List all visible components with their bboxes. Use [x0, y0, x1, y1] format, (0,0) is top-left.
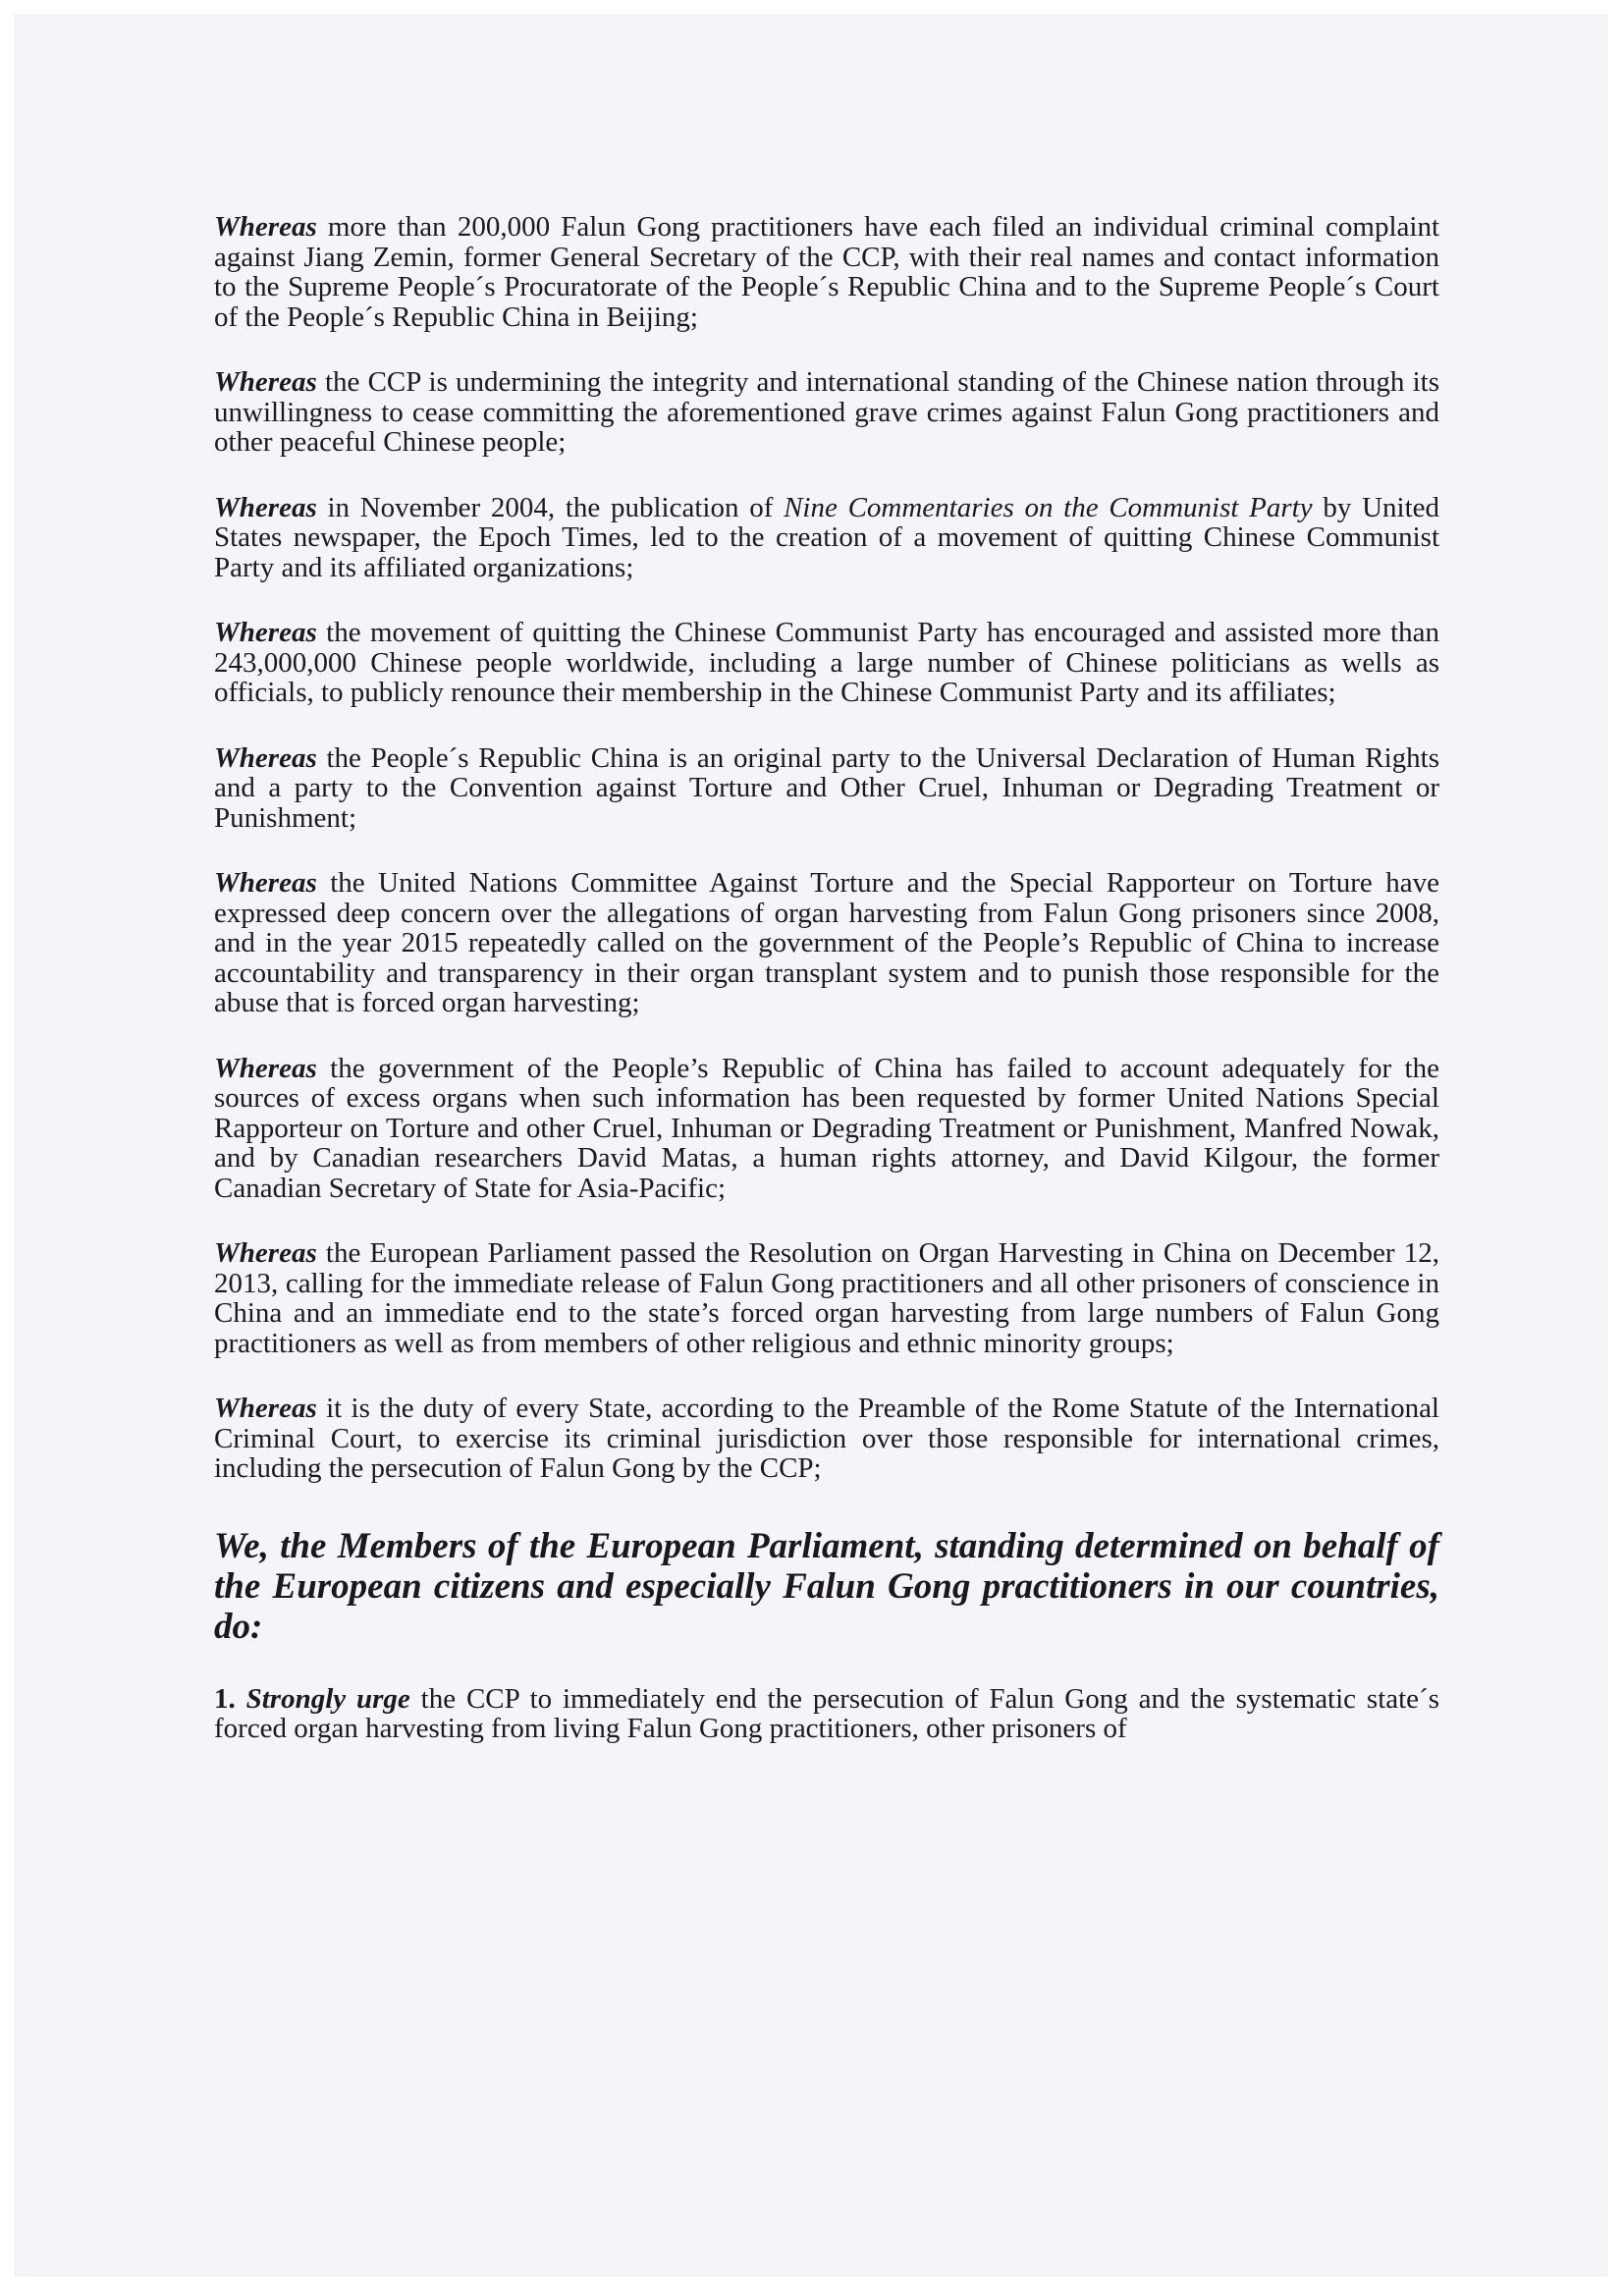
- whereas-clause-3: [214, 493, 1439, 583]
- book-title: Nine Commentaries on the Communist Party: [784, 491, 1313, 523]
- item-lead: Strongly urge: [245, 1682, 410, 1715]
- document-body: [214, 212, 1439, 1779]
- clause-lead: Whereas: [214, 211, 317, 243]
- clause-lead: Whereas: [214, 1237, 317, 1269]
- whereas-clause-5: [214, 743, 1439, 834]
- clause-text: the People´s Republic China is an original party to the Universal Declaration of Human Rights and a party to the Convention against Torture and Other Cruel, Inhuman or Degrading Treatment or Punishment;: [214, 741, 1439, 834]
- clause-text: the CCP is undermining the integrity and international standing of the Chinese nation through its unwillingness to cease committing the aforementioned grave crimes against Falun Gong practitioners and other peaceful Chinese people;: [214, 366, 1439, 458]
- clause-lead: Whereas: [214, 741, 317, 774]
- clause-text: by United States newspaper, the Epoch Times, led to the creation of a movement of quitting Chinese Communist Party and its affiliated organizations;: [214, 491, 1440, 583]
- clause-lead: Whereas: [214, 491, 317, 523]
- clause-text: the movement of quitting the Chinese Communist Party has encouraged and assisted more than 243,000,000 Chinese people worldwide, including a large number of Chinese politicians as wells as officials, to publicly renounce their membership in the Chinese Communist Party and its affiliates;: [214, 617, 1439, 708]
- clause-text: more than 200,000 Falun Gong practitioners have each filed an individual criminal complaint against Jiang Zemin, former General Secretary of the CCP, with their real names and contact information to the Supreme People´s Procuratorate of the People´s Republic China and to the Supreme People´s Court of the People´s Republic China in Beijing;: [214, 211, 1439, 333]
- clause-lead: Whereas: [214, 366, 317, 398]
- whereas-clause-1: [214, 212, 1439, 332]
- clause-text: it is the duty of every State, according to the Preamble of the Rome Statute of the International Criminal Court, to exercise its criminal jurisdiction over those responsible for international crimes, including the persecution of Falun Gong by the CCP;: [214, 1393, 1439, 1484]
- whereas-clause-6: [214, 868, 1439, 1018]
- clause-text: in November 2004, the publication of: [316, 491, 785, 523]
- clause-text: the United Nations Committee Against Torture and the Special Rapporteur on Torture have expressed deep concern over the allegations of organ harvesting from Falun Gong prisoners since 2008, and in the year 2015 repeatedly called on the government of the People’s Republic of China to increase accountability and transparency in their organ transplant system and to punish those responsible for the abuse that is forced organ harvesting;: [214, 867, 1439, 1018]
- whereas-clause-9: [214, 1394, 1439, 1484]
- clause-text: the European Parliament passed the Resolution on Organ Harvesting in China on December 12, 2013, calling for the immediate release of Falun Gong practitioners and all other prisoners of conscience in China and an immediate end to the state’s forced organ harvesting from large numbers of Falun Gong practitioners as well as from members of other religious and ethnic minority groups;: [214, 1237, 1439, 1359]
- item-text: the CCP to immediately end the persecution of Falun Gong and the systematic state´s forced organ harvesting from living Falun Gong practitioners, other prisoners of: [214, 1682, 1439, 1744]
- clause-lead: Whereas: [214, 867, 317, 899]
- scanned-page: [15, 15, 1607, 2276]
- clause-lead: Whereas: [214, 617, 317, 648]
- item-number: 1.: [214, 1682, 236, 1715]
- clause-lead: Whereas: [214, 1052, 317, 1084]
- resolution-item-1: [214, 1684, 1439, 1744]
- clause-text: the government of the People’s Republic of China has failed to account adequately for the sources of excess organs when such information has been requested by former United Nations Special Rapporteur on Torture and other Cruel, Inhuman or Degrading Treatment or Punishment, Manfred Nowak, and by Canadian researchers David Matas, a human rights attorney, and David Kilgour, the former Canadian Secretary of State for Asia-Pacific;: [214, 1052, 1439, 1204]
- whereas-clause-4: [214, 618, 1439, 708]
- whereas-clause-2: [214, 367, 1439, 458]
- resolution-heading: We, the Members of the European Parliament, standing determined on behalf of the European citizens and especially Falun Gong practitioners in our countries, do:: [214, 1525, 1439, 1647]
- whereas-clause-7: [214, 1054, 1439, 1204]
- clause-lead: Whereas: [214, 1393, 317, 1424]
- whereas-clause-8: [214, 1238, 1439, 1358]
